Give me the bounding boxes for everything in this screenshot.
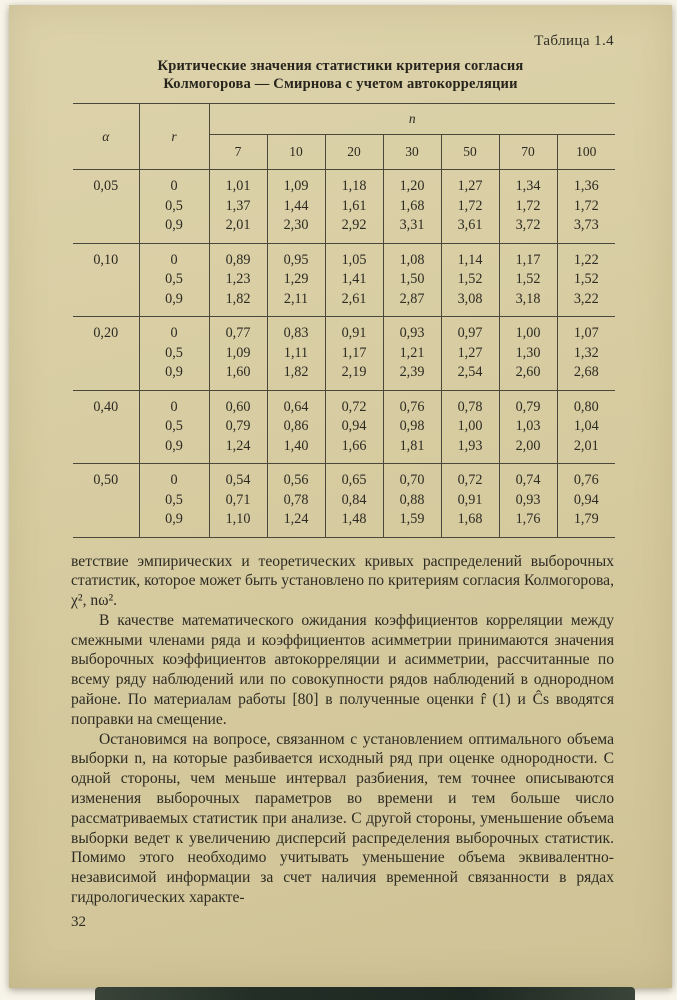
critical-value-cell: 0,76 <box>383 390 441 417</box>
critical-value-cell: 1,27 <box>441 170 499 197</box>
critical-value-cell: 0,80 <box>557 390 615 417</box>
table-row <box>73 510 615 537</box>
table-row <box>73 390 615 417</box>
critical-value-cell: 1,60 <box>209 363 267 390</box>
critical-value-cell: 2,00 <box>499 437 557 464</box>
critical-value-cell: 2,92 <box>325 216 383 243</box>
table-title <box>9 58 672 93</box>
n-column-group-header: n <box>209 104 615 135</box>
critical-value-cell: 3,73 <box>573 217 599 233</box>
critical-value-cell: 2,01 <box>573 437 599 454</box>
paragraph-continuation: ветствие эмпирических и теоретических кривых распределений выборочных статистик, которое может быть установлено по критериям согласия Колмогорова, χ², nω². <box>71 552 614 610</box>
critical-value-cell: 2,61 <box>325 290 383 317</box>
alpha-value: 0,40 <box>73 390 139 464</box>
n-value-header: 7 <box>209 135 267 170</box>
critical-value-cell: 0,84 <box>325 491 383 511</box>
critical-value-cell: 1,79 <box>573 511 599 527</box>
critical-value-cell: 0,74 <box>499 464 557 491</box>
critical-value-cell: 0,91 <box>441 491 499 511</box>
critical-value-cell: 1,72 <box>499 197 557 217</box>
page-number: 32 <box>71 913 86 930</box>
critical-value-cell: 1,93 <box>441 437 499 464</box>
critical-value-cell: 0,91 <box>325 317 383 344</box>
critical-value-cell: 1,05 <box>325 243 383 270</box>
table-row <box>73 464 615 491</box>
n-value-header: 10 <box>267 135 325 170</box>
book-edge-shadow <box>95 987 635 1000</box>
table-row <box>73 437 615 464</box>
critical-value-cell: 0,83 <box>267 317 325 344</box>
critical-value-cell: 0,79 <box>209 417 267 437</box>
critical-value-cell: 2,11 <box>267 290 325 317</box>
table-row <box>73 417 615 437</box>
paragraph: В качестве математического ожидания коэффициентов корреляции между смежными членами ряда и коэффициентов асимметрии принимаются значения выборочных коэффициентов автокорреляции и асимметрии, рассчитанные по всему ряду наблюдений или по совокупности рядов наблюдений в однородном районе. По материалам работы [80] в полученные оценки r̂ (1) и Ĉs вводятся поправки на смещение. <box>71 611 614 728</box>
alpha-value: 0,10 <box>73 243 139 317</box>
critical-value-cell: 1,29 <box>267 270 325 290</box>
critical-value-cell: 1,22 <box>557 243 615 270</box>
table-row <box>73 317 615 344</box>
critical-value-cell: 1,61 <box>325 197 383 217</box>
critical-value-cell: 1,40 <box>267 437 325 464</box>
critical-value-cell: 1,17 <box>325 344 383 364</box>
critical-value-cell: 1,27 <box>441 344 499 364</box>
critical-value-cell: 0,76 <box>557 464 615 491</box>
critical-value-cell: 1,07 <box>557 317 615 344</box>
critical-value-cell: 1,20 <box>383 170 441 197</box>
critical-value-cell: 1,76 <box>499 510 557 537</box>
critical-value-cell: 3,08 <box>441 290 499 317</box>
n-value-header: 30 <box>383 135 441 170</box>
r-value: 0,9 <box>139 510 209 537</box>
critical-value-cell: 2,54 <box>441 363 499 390</box>
r-value: 0 <box>139 243 209 270</box>
critical-value-cell: 0,94 <box>573 491 599 508</box>
critical-value-cell: 1,59 <box>383 510 441 537</box>
critical-value-cell: 1,82 <box>267 363 325 390</box>
critical-value-cell: 0,72 <box>441 464 499 491</box>
critical-value-cell: 2,19 <box>325 363 383 390</box>
r-value: 0,5 <box>139 270 209 290</box>
r-value: 0,5 <box>139 491 209 511</box>
critical-value-cell: 2,60 <box>499 363 557 390</box>
body-text <box>71 552 614 933</box>
table-row <box>73 491 615 511</box>
table-row <box>73 270 615 290</box>
critical-value-cell: 1,81 <box>383 437 441 464</box>
critical-value-cell: 0,70 <box>383 464 441 491</box>
critical-value-cell: 3,72 <box>499 216 557 243</box>
critical-value-cell: 0,60 <box>209 390 267 417</box>
r-value: 0,9 <box>139 216 209 243</box>
critical-value-cell: 1,00 <box>441 417 499 437</box>
r-value: 0 <box>139 317 209 344</box>
critical-value-cell: 3,22 <box>573 290 599 307</box>
critical-value-cell: 2,68 <box>573 364 599 380</box>
alpha-value: 0,50 <box>73 464 139 538</box>
table-row <box>73 344 615 364</box>
table-title-line1: Критические значения статистики критерия согласия <box>157 58 524 74</box>
alpha-value: 0,05 <box>73 170 139 244</box>
critical-value-cell: 1,09 <box>267 170 325 197</box>
critical-value-cell: 1,72 <box>441 197 499 217</box>
critical-value-cell: 0,65 <box>325 464 383 491</box>
critical-value-cell: 1,72 <box>573 197 599 214</box>
r-value: 0,5 <box>139 344 209 364</box>
critical-value-cell: 3,61 <box>441 216 499 243</box>
critical-value-cell: 1,09 <box>209 344 267 364</box>
table-label: Таблица 1.4 <box>534 33 614 49</box>
critical-value-cell: 1,52 <box>499 270 557 290</box>
critical-value-cell: 1,24 <box>267 510 325 537</box>
critical-value-cell: 1,36 <box>557 170 615 197</box>
critical-value-cell: 1,32 <box>573 344 599 361</box>
r-value: 0 <box>139 170 209 197</box>
table-row <box>73 290 615 317</box>
critical-values-table <box>73 103 615 538</box>
critical-value-cell: 0,72 <box>325 390 383 417</box>
critical-value-cell: 1,17 <box>499 243 557 270</box>
table-row <box>73 197 615 217</box>
r-value: 0,5 <box>139 417 209 437</box>
critical-value-cell: 2,87 <box>383 290 441 317</box>
critical-value-cell: 0,79 <box>499 390 557 417</box>
alpha-column-header: α <box>73 104 139 170</box>
critical-value-cell: 1,00 <box>499 317 557 344</box>
critical-value-cell: 1,21 <box>383 344 441 364</box>
table-row <box>73 170 615 197</box>
critical-value-cell: 0,64 <box>267 390 325 417</box>
critical-value-cell: 0,98 <box>383 417 441 437</box>
r-value: 0 <box>139 390 209 417</box>
critical-value-cell: 0,78 <box>267 491 325 511</box>
r-value: 0 <box>139 464 209 491</box>
critical-value-cell: 2,30 <box>267 216 325 243</box>
critical-value-cell: 0,71 <box>209 491 267 511</box>
critical-value-cell: 1,52 <box>573 271 599 287</box>
critical-value-cell: 1,41 <box>325 270 383 290</box>
critical-value-cell: 0,88 <box>383 491 441 511</box>
critical-value-cell: 1,48 <box>325 510 383 537</box>
r-value: 0,9 <box>139 290 209 317</box>
critical-value-cell: 0,89 <box>209 243 267 270</box>
critical-value-cell: 0,97 <box>441 317 499 344</box>
table-row <box>73 243 615 270</box>
critical-value-cell: 0,93 <box>499 491 557 511</box>
paragraph: Остановимся на вопросе, связанном с установлением оптимального объема выборки n, на которые разбивается исходный ряд при оценке однородности. С одной стороны, чем меньше интервал разбиения, тем точнее описываются изменения выборочных параметров во времени и тем больше число рассматриваемых статистик при анализе. С другой стороны, уменьшение объема выборки ведет к увеличению дисперсий распределения выборочных статистик. Помимо этого необходимо учитывать уменьшение объема эквивалентно-независимой информации за счет наличия временной связанности в рядах гидрологических характе- <box>71 730 614 907</box>
critical-value-cell: 2,01 <box>209 216 267 243</box>
critical-value-cell: 1,30 <box>499 344 557 364</box>
n-value-header: 70 <box>499 135 557 170</box>
critical-value-cell: 1,34 <box>499 170 557 197</box>
critical-value-cell: 1,68 <box>383 197 441 217</box>
critical-value-cell: 1,08 <box>383 243 441 270</box>
critical-value-cell: 1,11 <box>267 344 325 364</box>
critical-value-cell: 1,18 <box>325 170 383 197</box>
n-value-header: 100 <box>557 135 615 170</box>
table-row <box>73 363 615 390</box>
r-value: 0,9 <box>139 363 209 390</box>
table-row <box>73 216 615 243</box>
critical-value-cell: 2,39 <box>383 363 441 390</box>
critical-value-cell: 1,24 <box>209 437 267 464</box>
critical-value-cell: 1,52 <box>441 270 499 290</box>
critical-value-cell: 3,18 <box>499 290 557 317</box>
critical-value-cell: 1,50 <box>383 270 441 290</box>
critical-value-cell: 1,68 <box>441 510 499 537</box>
critical-value-cell: 1,01 <box>209 170 267 197</box>
alpha-value: 0,20 <box>73 317 139 391</box>
critical-value-cell: 1,37 <box>209 197 267 217</box>
n-value-header: 20 <box>325 135 383 170</box>
critical-value-cell: 1,14 <box>441 243 499 270</box>
critical-value-cell: 1,04 <box>573 418 599 434</box>
book-page <box>9 5 672 988</box>
critical-value-cell: 1,44 <box>267 197 325 217</box>
critical-value-cell: 3,31 <box>383 216 441 243</box>
critical-value-cell: 0,93 <box>383 317 441 344</box>
header-row-groups <box>73 104 615 135</box>
critical-value-cell: 0,56 <box>267 464 325 491</box>
table-body <box>73 170 615 538</box>
critical-value-cell: 1,10 <box>209 510 267 537</box>
table-title-line2: Колмогорова — Смирнова с учетом автокорреляции <box>163 75 518 92</box>
n-value-header: 50 <box>441 135 499 170</box>
r-value: 0,5 <box>139 197 209 217</box>
r-column-header: r <box>139 104 209 170</box>
critical-value-cell: 1,82 <box>209 290 267 317</box>
critical-value-cell: 1,66 <box>325 437 383 464</box>
critical-value-cell: 0,78 <box>441 390 499 417</box>
critical-value-cell: 0,77 <box>209 317 267 344</box>
r-value: 0,9 <box>139 437 209 464</box>
critical-value-cell: 0,86 <box>267 417 325 437</box>
critical-value-cell: 0,94 <box>325 417 383 437</box>
critical-value-cell: 0,54 <box>209 464 267 491</box>
critical-value-cell: 0,95 <box>267 243 325 270</box>
critical-value-cell: 1,03 <box>499 417 557 437</box>
critical-value-cell: 1,23 <box>209 270 267 290</box>
